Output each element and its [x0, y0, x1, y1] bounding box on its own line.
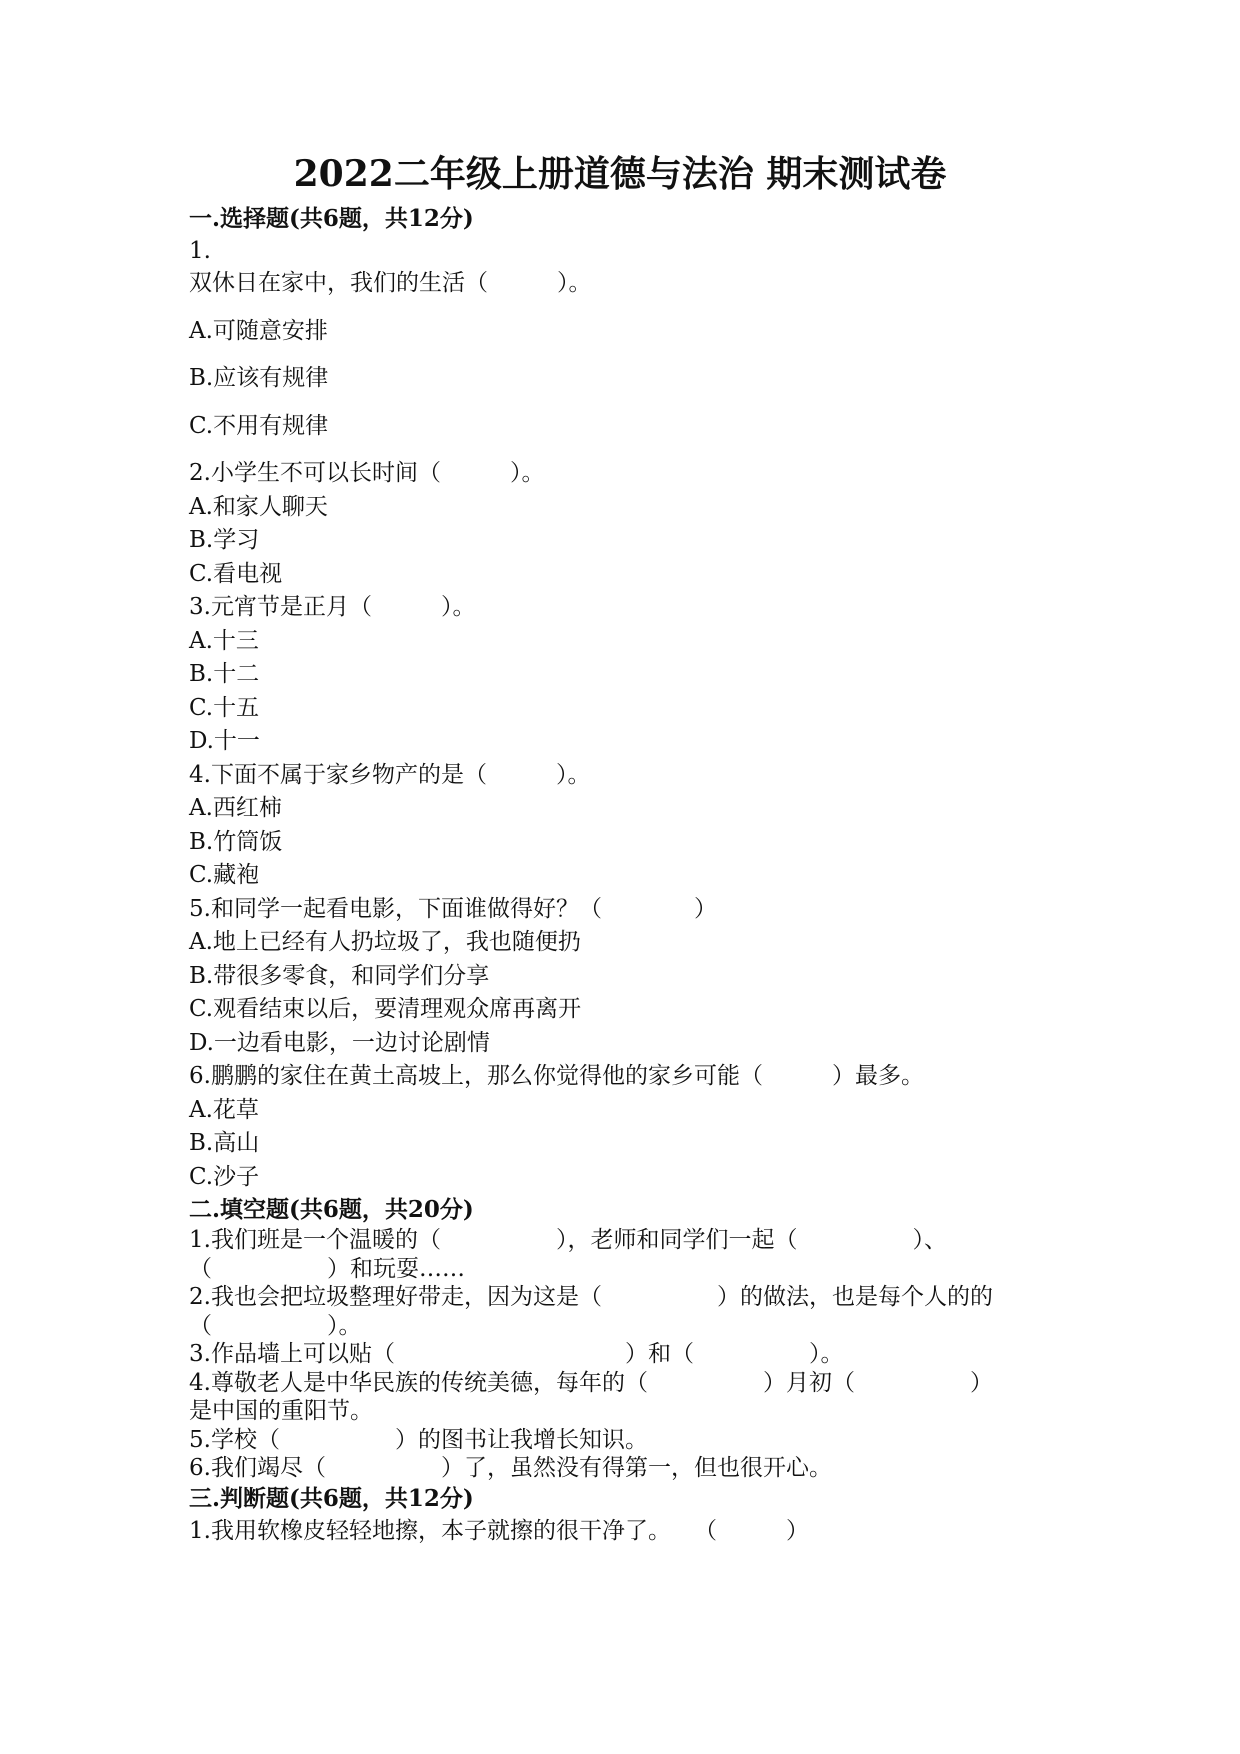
question-4 [189, 759, 1069, 893]
option-b: B.十二 [189, 661, 260, 687]
question-line: 1.我们班是一个温暖的（ ），老师和同学们一起（ ）、 [189, 1227, 947, 1253]
option-a: A.十三 [189, 627, 259, 654]
fill-question-5 [189, 1426, 1069, 1455]
option-c: C.沙子 [189, 1163, 260, 1190]
question-line: （ ）和玩耍…… [189, 1255, 465, 1282]
question-5 [189, 893, 1069, 1061]
fill-question-6 [189, 1454, 1069, 1483]
option-b: B.学习 [189, 527, 260, 553]
question-6 [189, 1060, 1069, 1194]
page-title: 2022二年级上册道德与法治 期末测试卷 [293, 153, 947, 195]
question-line: （ ）。 [189, 1312, 362, 1339]
question-stem: 4.下面不属于家乡物产的是（ ）。 [189, 761, 591, 788]
question-stem: 双休日在家中，我们的生活（ ）。 [189, 270, 592, 296]
question-2 [189, 457, 1069, 591]
option-b: B.带很多零食，和同学们分享 [189, 962, 490, 989]
option-c: C.不用有规律 [189, 412, 329, 439]
question-1 [189, 235, 1069, 457]
question-stem: 2.小学生不可以长时间（ ）。 [189, 460, 545, 486]
question-stem: 3.元宵节是正月（ ）。 [189, 594, 476, 620]
option-b: B.高山 [189, 1130, 260, 1156]
option-b: B.竹筒饭 [189, 828, 283, 855]
option-d: D.十一 [189, 728, 260, 754]
question-line: 是中国的重阳节。 [189, 1398, 373, 1424]
question-stem: 6.鹏鹏的家住在黄土高坡上，那么你觉得他的家乡可能（ ）最多。 [189, 1063, 924, 1089]
question-number: 1. [189, 238, 211, 264]
fill-question-3 [189, 1340, 1069, 1369]
question-line: 2.我也会把垃圾整理好带走，因为这是（ ）的做法，也是每个人的的 [189, 1284, 993, 1310]
section-heading-fill-blank: 二.填空题(共6题，共20分) [189, 1196, 474, 1223]
option-d: D.一边看电影，一边讨论剧情 [189, 1029, 490, 1056]
question-stem: 5.和同学一起看电影，下面谁做得好？（ ） [189, 895, 717, 922]
option-a: A.西红柿 [189, 795, 282, 821]
section-heading-choice: 一.选择题(共6题，共12分) [189, 205, 474, 232]
question-3 [189, 591, 1069, 759]
option-c: C.十五 [189, 694, 260, 721]
option-a: A.地上已经有人扔垃圾了，我也随便扔 [189, 929, 581, 955]
option-a: A.花草 [189, 1096, 259, 1123]
option-b: B.应该有规律 [189, 365, 329, 391]
question-line: 4.尊敬老人是中华民族的传统美德，每年的（ ）月初（ ） [189, 1369, 993, 1396]
question-line: 5.学校（ ）的图书让我增长知识。 [189, 1426, 648, 1453]
section-heading-true-false: 三.判断题(共6题，共12分) [189, 1484, 474, 1512]
fill-question-2 [189, 1283, 1069, 1340]
fill-question-1 [189, 1226, 1069, 1283]
option-c: C.藏袍 [189, 862, 260, 888]
option-a: A.和家人聊天 [189, 493, 328, 520]
exam-content [189, 203, 1069, 1548]
option-c: C.观看结束以后，要清理观众席再离开 [189, 996, 582, 1022]
option-a: A.可随意安排 [189, 317, 328, 344]
fill-question-4 [189, 1369, 1069, 1426]
question-line: 3.作品墙上可以贴（ ）和（ ）。 [189, 1341, 844, 1367]
judge-question-1: 1.我用软橡皮轻轻地擦，本子就擦的很干净了。 （ ） [189, 1517, 809, 1544]
question-line: 6.我们竭尽（ ）了，虽然没有得第一，但也很开心。 [189, 1455, 832, 1481]
option-c: C.看电视 [189, 560, 283, 587]
